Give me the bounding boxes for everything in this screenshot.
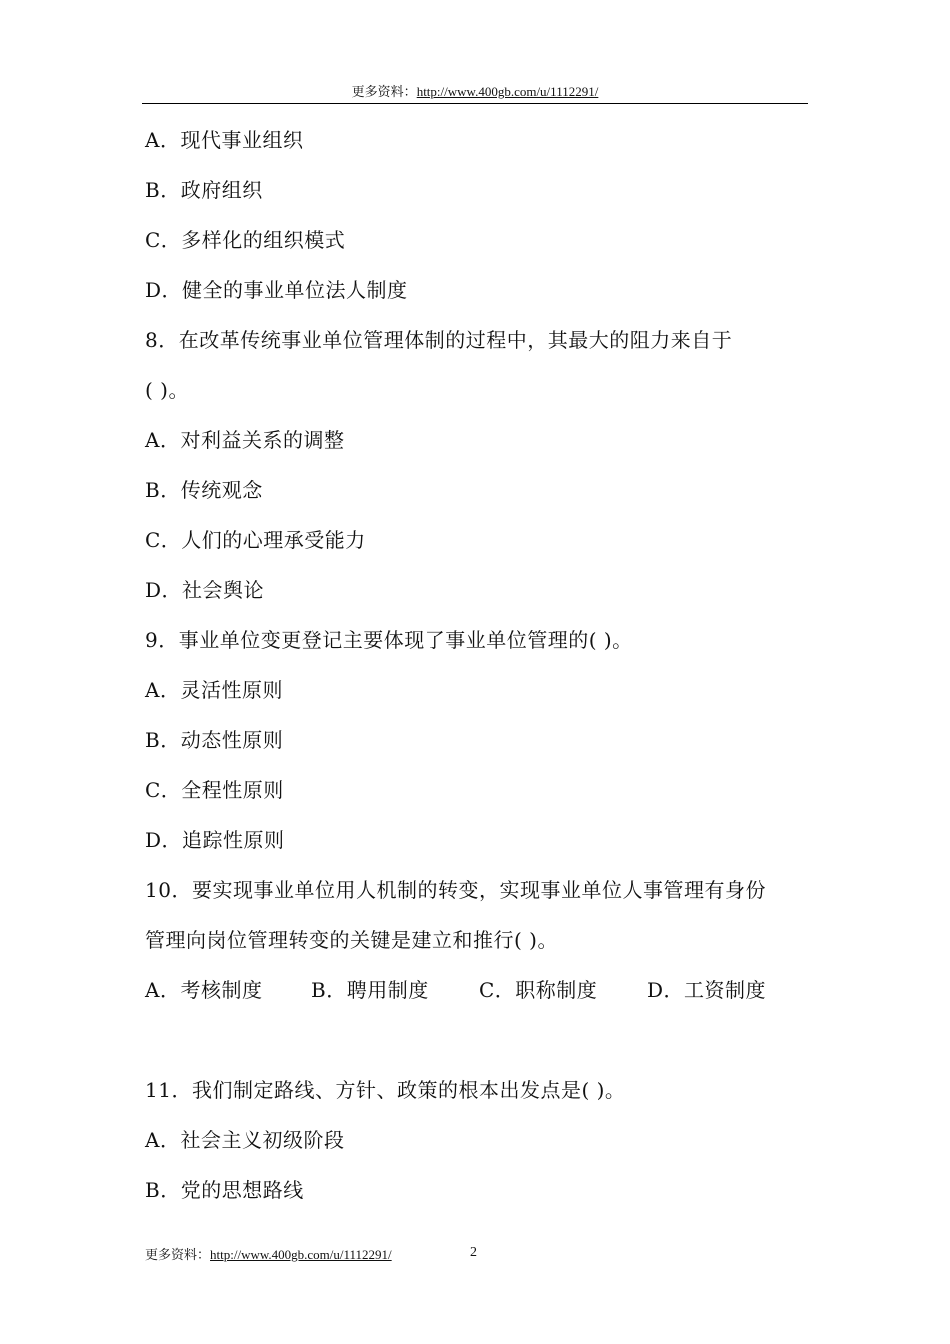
page-footer xyxy=(145,1247,392,1263)
text-line: B．党的思想路线 xyxy=(145,1178,304,1202)
page-header xyxy=(142,84,808,100)
text-line: C．人们的心理承受能力 xyxy=(145,528,366,552)
footer-prefix: 更多资料： xyxy=(145,1247,211,1262)
header-link[interactable]: http://www.400gb.com/u/1112291/ xyxy=(416,84,599,99)
option-b: B．聘用制度 xyxy=(311,978,429,1002)
question-9: 9．事业单位变更登记主要体现了事业单位管理的( )。 xyxy=(145,628,633,652)
text-line: A．社会主义初级阶段 xyxy=(145,1128,345,1152)
question-11: 11．我们制定路线、方针、政策的根本出发点是( )。 xyxy=(145,1078,626,1102)
question-10-options xyxy=(145,965,810,1015)
question-8-blank: ( )。 xyxy=(145,378,189,402)
option-a: A．考核制度 xyxy=(145,978,263,1002)
header-rule xyxy=(142,103,808,104)
text-line: A．现代事业组织 xyxy=(145,128,304,152)
text-line: B．传统观念 xyxy=(145,478,263,502)
text-line: B．政府组织 xyxy=(145,178,263,202)
document-body xyxy=(145,115,810,1215)
header-prefix: 更多资料： xyxy=(351,84,417,99)
question-8: 8．在改革传统事业单位管理体制的过程中，其最大的阻力来自于 xyxy=(145,328,733,352)
option-c: C．职称制度 xyxy=(479,978,598,1002)
question-10-cont: 管理向岗位管理转变的关键是建立和推行( )。 xyxy=(145,928,558,952)
text-line: C．全程性原则 xyxy=(145,778,284,802)
footer-link[interactable]: http://www.400gb.com/u/1112291/ xyxy=(210,1247,392,1262)
blank-line xyxy=(145,1015,810,1065)
page-number: 2 xyxy=(470,1245,477,1260)
option-d: D．工资制度 xyxy=(647,978,767,1002)
text-line: A．灵活性原则 xyxy=(145,678,283,702)
text-line: D．追踪性原则 xyxy=(145,828,285,852)
text-line: D．健全的事业单位法人制度 xyxy=(145,278,408,302)
question-10: 10．要实现事业单位用人机制的转变，实现事业单位人事管理有身份 xyxy=(145,878,766,902)
text-line: D．社会舆论 xyxy=(145,578,265,602)
text-line: B．动态性原则 xyxy=(145,728,284,752)
text-line: A．对利益关系的调整 xyxy=(145,428,345,452)
text-line: C．多样化的组织模式 xyxy=(145,228,346,252)
